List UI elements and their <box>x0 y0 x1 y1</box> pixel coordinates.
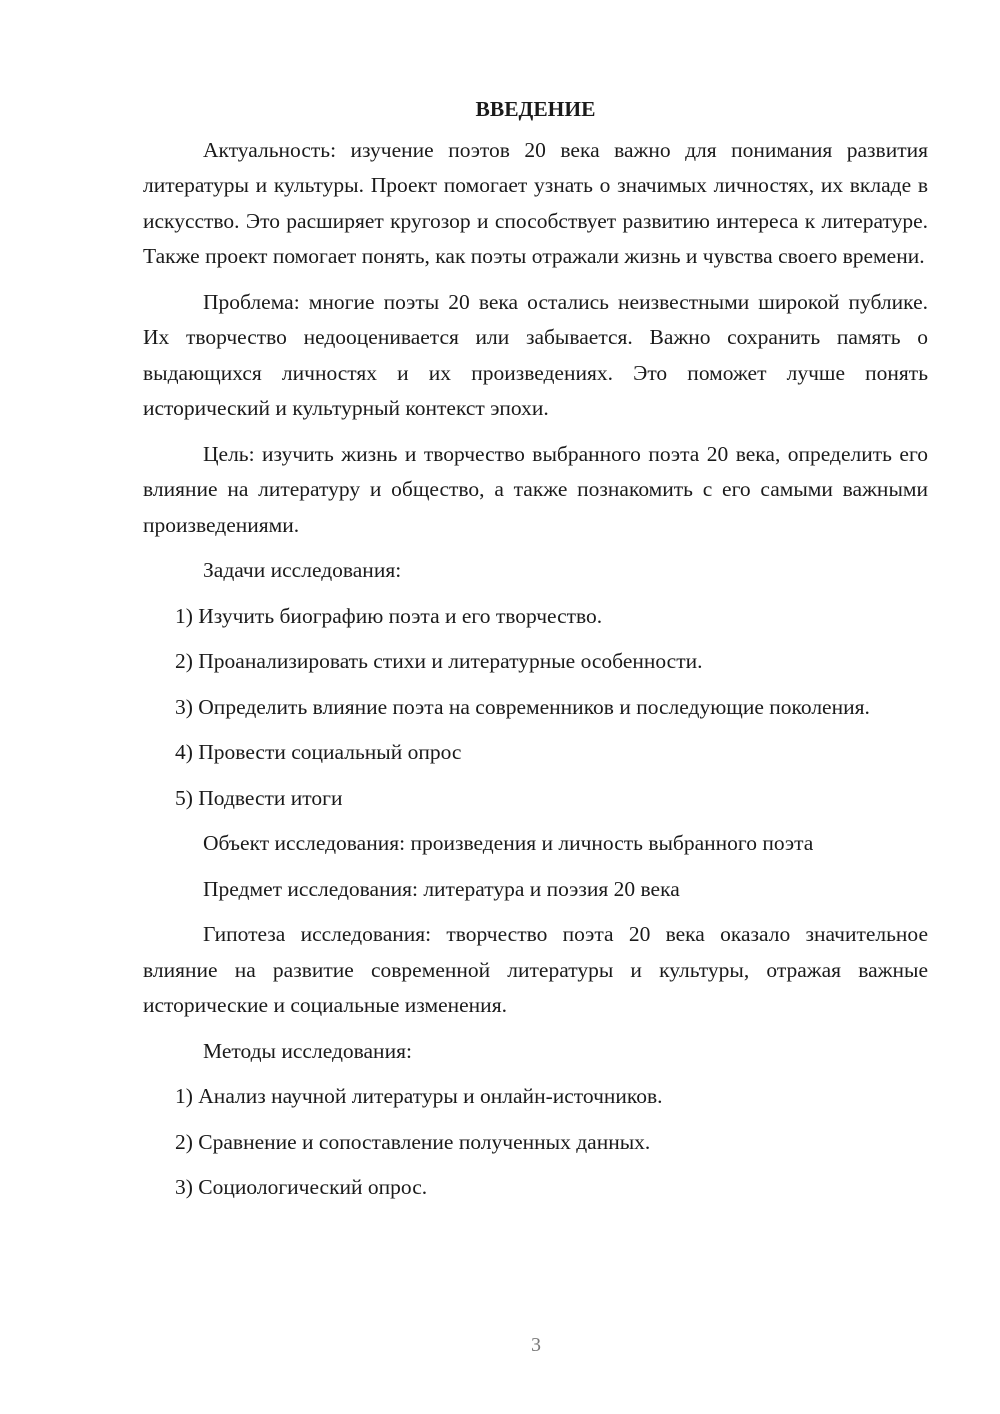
method-item-3: 3) Социологический опрос. <box>175 1175 428 1199</box>
object-paragraph: Объект исследования: произведения и личность выбранного поэта <box>203 831 814 855</box>
task-item-3: 3) Определить влияние поэта на современников и последующие поколения. <box>175 694 870 719</box>
section-title: ВВЕДЕНИЕ <box>475 97 596 121</box>
method-item-2: 2) Сравнение и сопоставление полученных данных. <box>175 1129 651 1154</box>
tasks-heading: Задачи исследования: <box>203 558 402 582</box>
goal-paragraph: Цель: изучить жизнь и творчество выбранного поэта 20 века, определить его влияние на литературу и общество, а также познакомить с его самыми важными произведениями. <box>143 441 928 537</box>
subject-paragraph: Предмет исследования: литература и поэзия 20 века <box>203 876 680 901</box>
task-item-1: 1) Изучить биографию поэта и его творчество. <box>175 603 603 628</box>
task-item-2: 2) Проанализировать стихи и литературные особенности. <box>175 649 703 673</box>
document-page <box>143 92 928 1216</box>
methods-heading: Методы исследования: <box>203 1038 412 1063</box>
method-item-1: 1) Анализ научной литературы и онлайн-источников. <box>175 1084 663 1108</box>
problem-paragraph: Проблема: многие поэты 20 века остались неизвестными широкой публике. Их творчество недооценивается или забывается. Важно сохранить память о выдающихся личностях и их произведениях. Это поможет лучше понять исторический и культурный контекст эпохи. <box>143 289 928 420</box>
relevance-paragraph: Актуальность: изучение поэтов 20 века важно для понимания развития литературы и культуры. Проект помогает узнать о значимых личностях, их вкладе в искусство. Это расширяет кругозор и способствует развитию интереса к литературе. Также проект помогает понять, как поэты отражали жизнь и чувства своего времени. <box>143 137 928 268</box>
task-item-4: 4) Провести социальный опрос <box>175 740 462 764</box>
hypothesis-paragraph: Гипотеза исследования: творчество поэта 20 века оказало значительное влияние на развитие современной литературы и культуры, отражая важные исторические и социальные изменения. <box>143 922 928 1017</box>
page-number: 3 <box>531 1334 541 1356</box>
task-item-5: 5) Подвести итоги <box>175 785 343 810</box>
